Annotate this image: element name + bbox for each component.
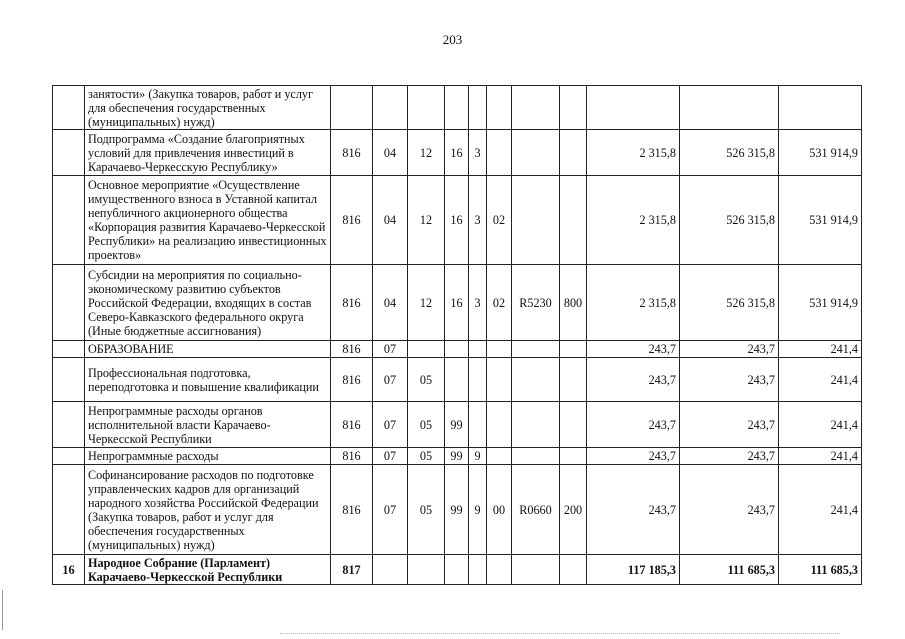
target-code-3 (487, 402, 512, 448)
amount-year-2: 243,7 (680, 465, 779, 555)
expense-type-code (560, 130, 587, 176)
target-code-1: 99 (445, 465, 469, 555)
subsection-code: 05 (408, 465, 445, 555)
expense-type-code (560, 86, 587, 130)
table-row (53, 358, 862, 402)
bottom-line (280, 633, 840, 635)
amount-year-3 (779, 86, 862, 130)
subsection-code: 05 (408, 448, 445, 465)
target-code-1: 99 (445, 402, 469, 448)
subsection-code: 05 (408, 358, 445, 402)
row-number (53, 130, 85, 176)
row-number: 16 (53, 555, 85, 585)
target-code-3 (487, 555, 512, 585)
section-code: 04 (373, 265, 408, 341)
target-code-2: 9 (469, 448, 487, 465)
amount-year-3: 241,4 (779, 402, 862, 448)
page-number: 203 (442, 32, 463, 47)
expense-type-code (560, 555, 587, 585)
target-code-1 (445, 555, 469, 585)
target-code-2: 3 (469, 176, 487, 265)
ved-code: 816 (331, 402, 373, 448)
target-code-4 (512, 130, 560, 176)
target-code-4 (512, 341, 560, 358)
amount-year-3: 241,4 (779, 341, 862, 358)
subsection-code (408, 341, 445, 358)
amount-year-2: 243,7 (680, 358, 779, 402)
table-row (53, 265, 862, 341)
ved-code: 816 (331, 265, 373, 341)
row-name: Субсидии на мероприятия по социально-экономическому развитию субъектов Российской Федерации, входящих в состав Северо-Кавказского федерального округа (Иные бюджетные ассигнования) (85, 265, 331, 341)
amount-year-2: 526 315,8 (680, 176, 779, 265)
expense-type-code: 200 (560, 465, 587, 555)
expense-type-code (560, 358, 587, 402)
amount-year-1: 243,7 (587, 358, 680, 402)
target-code-2: 3 (469, 130, 487, 176)
table-row (53, 465, 862, 555)
row-number (53, 448, 85, 465)
row-name: Основное мероприятие «Осуществление имущественного взноса в Уставной капитал непубличного акционерного общества «Корпорация развития Карачаево-Черкесской Республики» на реализацию инвестиционных проектов» (85, 176, 331, 265)
row-number (53, 86, 85, 130)
subsection-code: 12 (408, 265, 445, 341)
margin-mark (2, 590, 3, 630)
amount-year-3: 531 914,9 (779, 265, 862, 341)
amount-year-2: 111 685,3 (680, 555, 779, 585)
section-code: 04 (373, 130, 408, 176)
target-code-1: 16 (445, 176, 469, 265)
table-row (53, 555, 862, 585)
ved-code: 816 (331, 358, 373, 402)
target-code-1 (445, 358, 469, 402)
ved-code: 816 (331, 465, 373, 555)
target-code-4: R5230 (512, 265, 560, 341)
expense-type-code (560, 402, 587, 448)
row-name: Софинансирование расходов по подготовке управленческих кадров для организаций народного хозяйства Российской Федерации (Закупка товаров, работ и услуг для обеспечения государственных (муниципальных) нужд) (85, 465, 331, 555)
ved-code: 816 (331, 448, 373, 465)
section-code: 07 (373, 358, 408, 402)
target-code-3 (487, 448, 512, 465)
amount-year-1: 243,7 (587, 448, 680, 465)
target-code-2 (469, 358, 487, 402)
target-code-4: R0660 (512, 465, 560, 555)
ved-code: 817 (331, 555, 373, 585)
target-code-4 (512, 555, 560, 585)
target-code-3 (487, 358, 512, 402)
amount-year-1 (587, 86, 680, 130)
row-name: Профессиональная подготовка, переподготовка и повышение квалификации (85, 358, 331, 402)
section-code: 07 (373, 402, 408, 448)
amount-year-3: 241,4 (779, 358, 862, 402)
target-code-3 (487, 341, 512, 358)
amount-year-3: 111 685,3 (779, 555, 862, 585)
table-row (53, 130, 862, 176)
ved-code: 816 (331, 176, 373, 265)
amount-year-1: 2 315,8 (587, 176, 680, 265)
row-name: Непрограммные расходы (85, 448, 331, 465)
amount-year-1: 243,7 (587, 341, 680, 358)
row-name: ОБРАЗОВАНИЕ (85, 341, 331, 358)
table-row (53, 402, 862, 448)
table-row (53, 341, 862, 358)
row-number (53, 465, 85, 555)
amount-year-2: 243,7 (680, 402, 779, 448)
row-number (53, 265, 85, 341)
ved-code: 816 (331, 130, 373, 176)
budget-table (52, 85, 862, 585)
row-name: Народное Собрание (Парламент) Карачаево-Черкесской Республики (85, 555, 331, 585)
target-code-2 (469, 402, 487, 448)
ved-code (331, 86, 373, 130)
amount-year-3: 241,4 (779, 448, 862, 465)
amount-year-1: 2 315,8 (587, 265, 680, 341)
target-code-3 (487, 130, 512, 176)
section-code (373, 555, 408, 585)
section-code: 07 (373, 341, 408, 358)
amount-year-1: 2 315,8 (587, 130, 680, 176)
section-code: 04 (373, 176, 408, 265)
table-row (53, 448, 862, 465)
section-code (373, 86, 408, 130)
row-name: Непрограммные расходы органов исполнительной власти Карачаево-Черкесской Республики (85, 402, 331, 448)
subsection-code: 12 (408, 130, 445, 176)
amount-year-1: 117 185,3 (587, 555, 680, 585)
target-code-1: 16 (445, 265, 469, 341)
target-code-1: 16 (445, 130, 469, 176)
row-number (53, 402, 85, 448)
amount-year-3: 241,4 (779, 465, 862, 555)
target-code-3: 02 (487, 176, 512, 265)
target-code-1 (445, 341, 469, 358)
target-code-2 (469, 555, 487, 585)
subsection-code (408, 555, 445, 585)
target-code-3 (487, 86, 512, 130)
amount-year-3: 531 914,9 (779, 176, 862, 265)
amount-year-2: 243,7 (680, 448, 779, 465)
expense-type-code: 800 (560, 265, 587, 341)
target-code-2 (469, 86, 487, 130)
target-code-4 (512, 176, 560, 265)
target-code-4 (512, 402, 560, 448)
target-code-4 (512, 86, 560, 130)
section-code: 07 (373, 448, 408, 465)
expense-type-code (560, 448, 587, 465)
row-number (53, 176, 85, 265)
target-code-1 (445, 86, 469, 130)
amount-year-2 (680, 86, 779, 130)
subsection-code: 05 (408, 402, 445, 448)
target-code-2 (469, 341, 487, 358)
target-code-4 (512, 448, 560, 465)
row-number (53, 358, 85, 402)
row-name: занятости» (Закупка товаров, работ и услуг для обеспечения государственных (муниципальных) нужд) (85, 86, 331, 130)
section-code: 07 (373, 465, 408, 555)
row-name: Подпрограмма «Создание благоприятных условий для привлечения инвестиций в Карачаево-Черкесскую Республику» (85, 130, 331, 176)
subsection-code (408, 86, 445, 130)
expense-type-code (560, 341, 587, 358)
amount-year-2: 526 315,8 (680, 130, 779, 176)
amount-year-2: 526 315,8 (680, 265, 779, 341)
expense-type-code (560, 176, 587, 265)
target-code-4 (512, 358, 560, 402)
target-code-1: 99 (445, 448, 469, 465)
amount-year-1: 243,7 (587, 465, 680, 555)
row-number (53, 341, 85, 358)
table-row (53, 176, 862, 265)
table-row (53, 86, 862, 130)
amount-year-2: 243,7 (680, 341, 779, 358)
target-code-2: 3 (469, 265, 487, 341)
amount-year-3: 531 914,9 (779, 130, 862, 176)
amount-year-1: 243,7 (587, 402, 680, 448)
target-code-3: 02 (487, 265, 512, 341)
subsection-code: 12 (408, 176, 445, 265)
target-code-3: 00 (487, 465, 512, 555)
ved-code: 816 (331, 341, 373, 358)
target-code-2: 9 (469, 465, 487, 555)
